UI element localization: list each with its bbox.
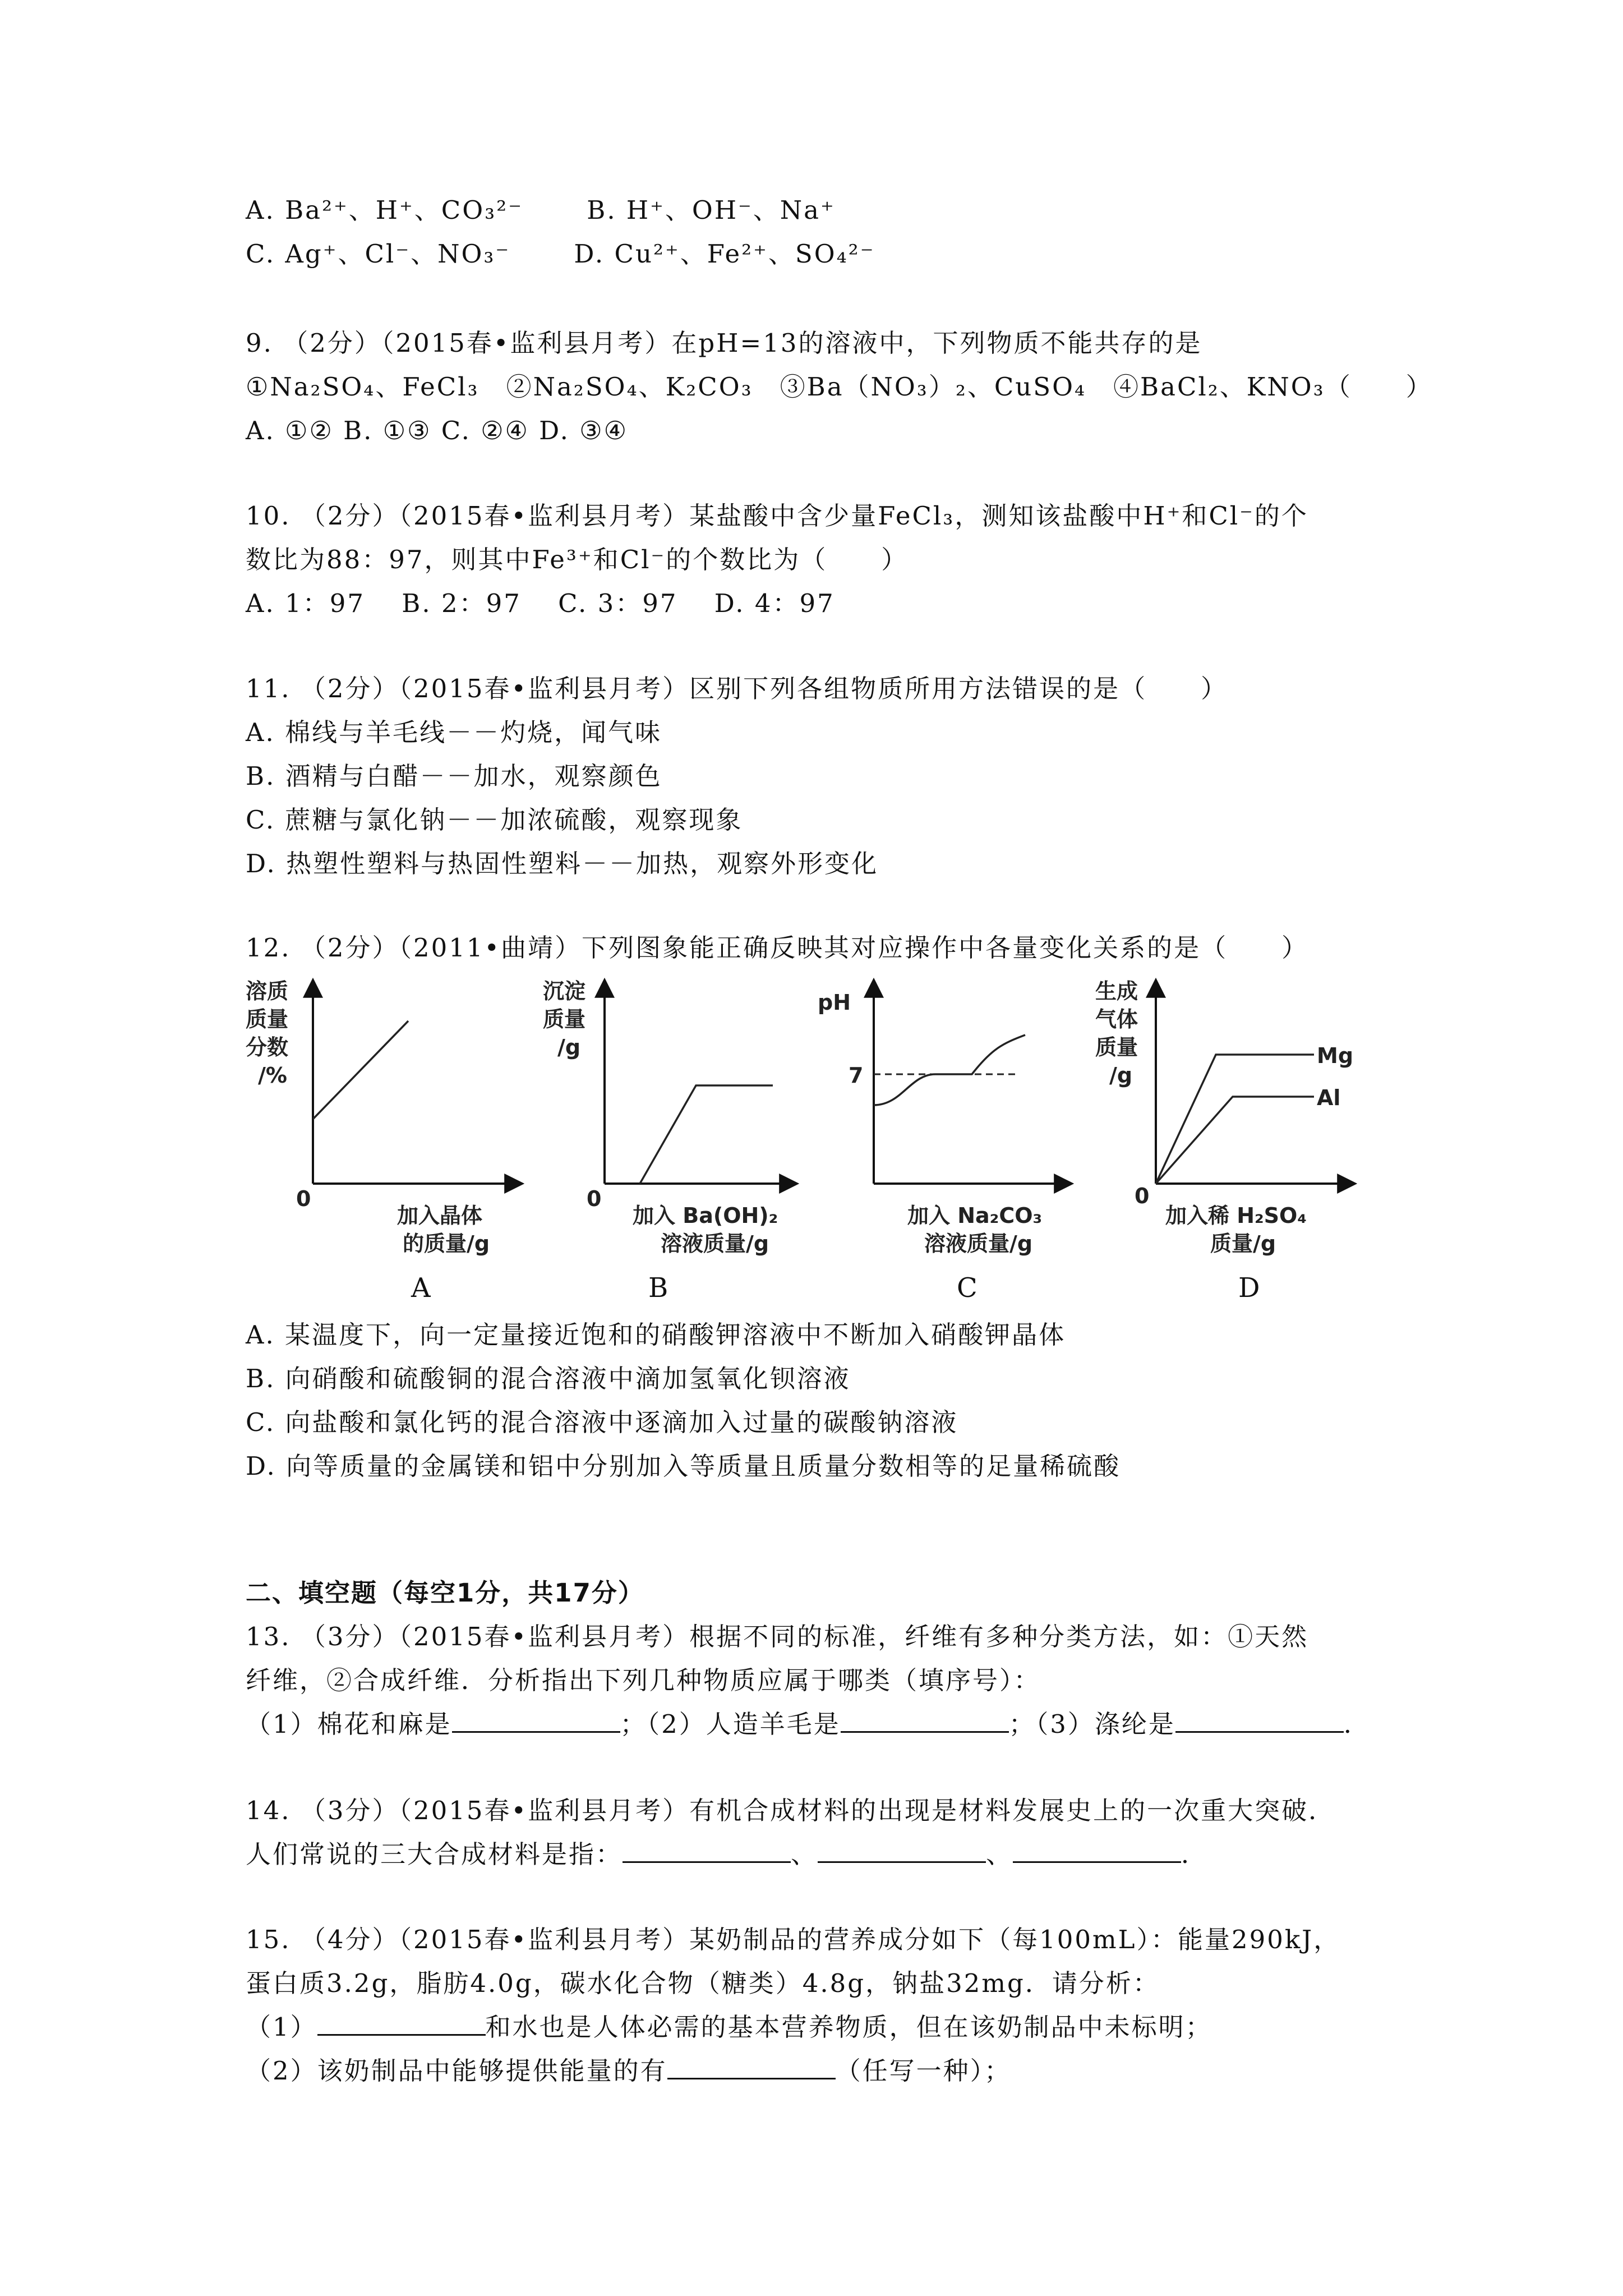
q12-figures — [246, 976, 1367, 1313]
q14-blanks — [246, 1838, 1208, 1871]
figure-d-origin: 0 — [1135, 1184, 1150, 1208]
figure-d-series-al — [1156, 1097, 1314, 1184]
figure-c-ylabel: pH — [818, 990, 851, 1015]
q9-options: A. ①② B. ①③ C. ②④ D. ③④ — [246, 416, 628, 445]
q8-options-ab: A. Ba²⁺、H⁺、CO₃²⁻ B. H⁺、OH⁻、Na⁺ — [246, 195, 836, 225]
q14-stem: 14. （3分）（2015春•监利县月考）有机合成材料的出现是材料发展史上的一次重大突破． — [246, 1796, 1336, 1825]
q8-options-cd: C. Ag⁺、Cl⁻、NO₃⁻ D. Cu²⁺、Fe²⁺、SO₄²⁻ — [246, 239, 875, 269]
q13-blank-2[interactable] — [841, 1709, 1009, 1733]
figure-d-label-mg: Mg — [1317, 1043, 1354, 1068]
figure-a-ylabel-4: /% — [258, 1063, 287, 1088]
q13-blank-1-label: （1）棉花和麻是 — [246, 1709, 452, 1739]
q9-items: ①Na₂SO₄、FeCl₃ ②Na₂SO₄、K₂CO₃ ③Ba（NO₃）₂、CuSO₄ ④BaCl₂、KNO₃（ ） — [246, 372, 1433, 402]
figure-d-ylabel-3: 质量 — [1095, 1035, 1138, 1060]
q15-part-2 — [246, 2054, 1011, 2088]
q12-option-c: C. 向盐酸和氯化钙的混合溶液中逐滴加入过量的碳酸钠溶液 — [246, 1407, 958, 1437]
q14-sep-1: 、 — [791, 1839, 818, 1869]
figure-d-ylabel-4: /g — [1109, 1063, 1133, 1088]
q10-stem-1: 10. （2分）（2015春•监利县月考）某盐酸中含少量FeCl₃，测知该盐酸中H⁺和Cl⁻的个 — [246, 501, 1308, 531]
figure-c-tick-7: 7 — [849, 1063, 864, 1088]
figure-b-origin: 0 — [587, 1186, 602, 1211]
q11-option-c: C. 蔗糖与氯化钠－－加浓硫酸，观察现象 — [246, 805, 743, 835]
q11-option-b: B. 酒精与白醋－－加水，观察颜色 — [246, 761, 662, 791]
q15-part-1-text: 和水也是人体必需的基本营养物质，但在该奶制品中未标明； — [485, 2012, 1212, 2042]
figure-d-xlabel-2: 质量/g — [1210, 1231, 1276, 1256]
figure-d-xlabel-1: 加入稀 H₂SO₄ — [1165, 1203, 1307, 1228]
q15-blank-1[interactable] — [317, 2012, 486, 2036]
q14-end: ． — [1181, 1839, 1209, 1869]
figure-d-ylabel-1: 生成 — [1095, 979, 1138, 1004]
figure-b — [543, 979, 795, 1304]
figure-a — [246, 979, 520, 1304]
q14-blank-1[interactable] — [623, 1839, 791, 1863]
q15-part-1-label: （1） — [246, 2012, 317, 2042]
q9-stem: 9. （2分）（2015春•监利县月考）在pH=13的溶液中，下列物质不能共存的是 — [246, 328, 1202, 358]
figure-b-xlabel-1: 加入 Ba(OH)₂ — [633, 1203, 778, 1228]
figure-c — [818, 982, 1070, 1304]
q13-blank-3[interactable] — [1175, 1709, 1344, 1733]
figure-b-curve — [640, 1085, 773, 1184]
q12-stem: 12. （2分）（2011•曲靖）下列图象能正确反映其对应操作中各量变化关系的是（ ） — [246, 933, 1309, 963]
q15-part-2-label: （2）该奶制品中能够提供能量的有 — [246, 2056, 667, 2086]
q14-blank-2[interactable] — [818, 1839, 986, 1863]
q12-figures-svg — [246, 976, 1367, 1313]
q13-end: ． — [1343, 1709, 1371, 1739]
figure-a-origin: 0 — [296, 1186, 311, 1211]
figure-d-ylabel-2: 气体 — [1095, 1007, 1138, 1032]
figure-a-xlabel-1: 加入晶体 — [397, 1203, 483, 1228]
q12-option-b: B. 向硝酸和硫酸铜的混合溶液中滴加氢氧化钡溶液 — [246, 1364, 851, 1393]
figure-a-xlabel-2: 的质量/g — [403, 1231, 490, 1256]
q14-blank-3[interactable] — [1013, 1839, 1181, 1863]
figure-a-ylabel-1: 溶质 — [246, 979, 289, 1004]
q13-stem-1: 13. （3分）（2015春•监利县月考）根据不同的标准，纤维有多种分类方法，如：①天然 — [246, 1622, 1309, 1651]
figure-b-ylabel-3: /g — [557, 1035, 581, 1060]
figure-d-label-al: Al — [1317, 1085, 1341, 1110]
figure-d — [1095, 979, 1353, 1304]
figure-b-xlabel-2: 溶液质量/g — [661, 1231, 769, 1256]
q13-blank-1[interactable] — [452, 1709, 620, 1733]
figure-d-letter: D — [1238, 1272, 1260, 1304]
q14-label: 人们常说的三大合成材料是指： — [246, 1839, 623, 1869]
figure-b-letter: B — [648, 1272, 668, 1304]
q11-stem: 11. （2分）（2015春•监利县月考）区别下列各组物质所用方法错误的是（ ） — [246, 674, 1228, 703]
figure-c-curve — [874, 1035, 1025, 1105]
q15-part-1 — [246, 2010, 1212, 2044]
q12-option-a: A. 某温度下，向一定量接近饱和的硝酸钾溶液中不断加入硝酸钾晶体 — [246, 1320, 1066, 1350]
q12-option-d: D. 向等质量的金属镁和铝中分别加入等质量且质量分数相等的足量稀硫酸 — [246, 1451, 1121, 1481]
q11-option-a: A. 棉线与羊毛线－－灼烧，闻气味 — [246, 717, 662, 747]
q15-blank-2[interactable] — [667, 2055, 836, 2079]
figure-a-ylabel-3: 分数 — [246, 1035, 289, 1060]
q13-stem-2: 纤维，②合成纤维．分析指出下列几种物质应属于哪类（填序号）： — [246, 1665, 1041, 1695]
section-2-heading: 二、填空题（每空1分，共17分） — [246, 1578, 644, 1608]
figure-c-xlabel-1: 加入 Na₂CO₃ — [907, 1203, 1043, 1228]
q13-blank-2-label: ；（2）人造羊毛是 — [620, 1709, 841, 1739]
figure-a-ylabel-2: 质量 — [246, 1007, 289, 1032]
figure-a-curve — [313, 1021, 408, 1119]
q11-option-d: D. 热塑性塑料与热固性塑料－－加热，观察外形变化 — [246, 849, 879, 878]
q15-stem-1: 15. （4分）（2015春•监利县月考）某奶制品的营养成分如下（每100mL）：能量290kJ， — [246, 1925, 1341, 1954]
figure-d-series-mg — [1156, 1055, 1314, 1184]
q13-blank-3-label: ；（3）涤纶是 — [1008, 1709, 1175, 1739]
figure-c-letter: C — [957, 1272, 978, 1304]
q10-options: A. 1：97 B. 2：97 C. 3：97 D. 4：97 — [246, 588, 835, 618]
q15-stem-2: 蛋白质3.2g，脂肪4.0g，碳水化合物（糖类）4.8g，钠盐32mg．请分析： — [246, 1968, 1160, 1998]
q15-part-2-text: （任写一种）； — [835, 2056, 1012, 2086]
q13-blanks — [246, 1708, 1371, 1741]
figure-b-ylabel-1: 沉淀 — [543, 979, 586, 1004]
figure-a-letter: A — [411, 1272, 431, 1304]
q14-sep-2: 、 — [986, 1839, 1013, 1869]
figure-b-ylabel-2: 质量 — [543, 1007, 586, 1032]
q10-stem-2: 数比为88：97，则其中Fe³⁺和Cl⁻的个数比为（ ） — [246, 545, 909, 574]
figure-c-xlabel-2: 溶液质量/g — [924, 1231, 1033, 1256]
